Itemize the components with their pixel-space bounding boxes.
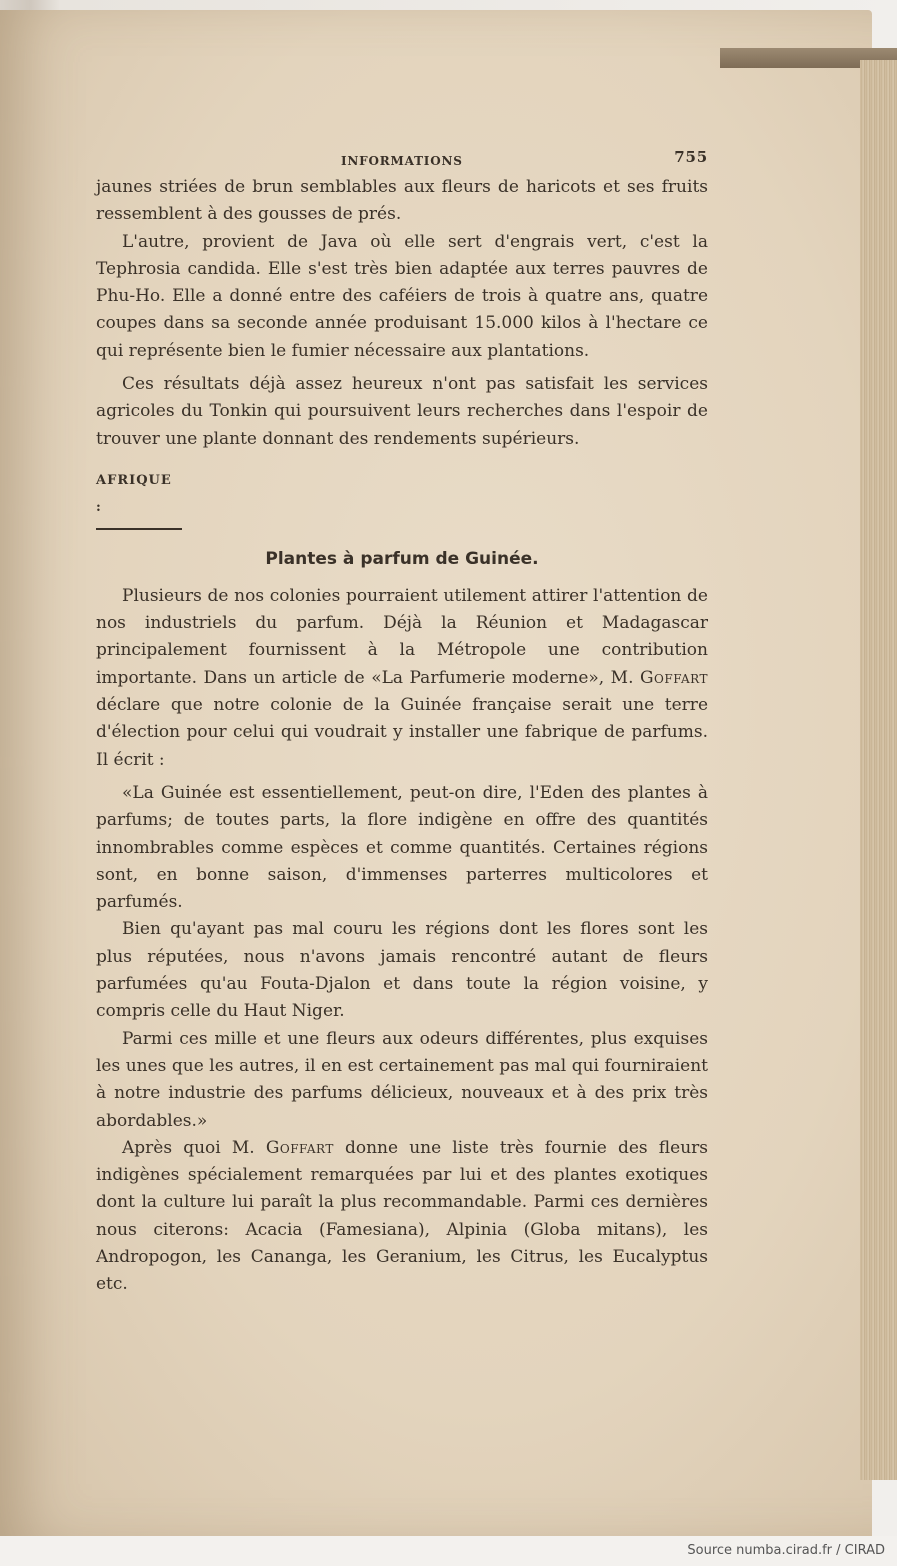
page-text: [96, 140, 708, 1299]
quote-paragraph-2: Bien qu'ayant pas mal couru les régions dont les flores sont les plus réputées, nous n'avons jamais rencontré autant de fleurs parfumées qu'au Fouta-Djalon et dans toute la région voisine, y compris celle du Haut Niger.: [96, 919, 708, 1022]
paragraph-tephrosia: L'autre, provient de Java où elle sert d'engrais vert, c'est la Tephrosia candida. Elle s'est très bien adaptée aux terres pauvres de Phu-Ho. Elle a donné entre des caféiers de trois à quatre ans, quatre coupes dans sa seconde année produisant 15.000 kilos à l'hectare ce qui représente bien le fumier nécessaire aux plantations.: [96, 231, 708, 361]
running-header: [96, 140, 708, 174]
final-text-after: donne une liste très fournie des fleurs indigènes spécialement remarquées par lui et des plantes exotiques dont la culture lui paraît la plus recommandable. Parmi ces dernières nous citerons: Acacia (Famesiana), Alpinia (Globa mitans), les Andropogon, les Cananga, les Geranium, les Citrus, les Eucalyptus etc.: [96, 1137, 708, 1295]
author-name-2: Goffart: [265, 1137, 334, 1158]
page-stack-edge: [860, 60, 897, 1480]
section-label: AFRIQUE :: [96, 467, 182, 530]
final-text-before: Après quoi M.: [122, 1137, 266, 1158]
article-title: Plantes à parfum de Guinée.: [265, 548, 539, 569]
quote-paragraph-3: Parmi ces mille et une fleurs aux odeurs différentes, plus exquises les unes que les autres, il en est certainement pas mal qui fourniraient à notre industrie des parfums délicieux, nouveaux et à des prix très abordables.»: [96, 1028, 708, 1131]
intro-text-after: déclare que notre colonie de la Guinée française serait une terre d'élection pour celui qui voudrait y installer une fabrique de parfums. Il écrit :: [96, 695, 708, 770]
paragraph-continued: jaunes striées de brun semblables aux fleurs de haricots et ses fruits ressemblent à des gousses de prés.: [96, 177, 708, 225]
paragraph-final: [96, 1135, 708, 1299]
page-number: 755: [674, 148, 708, 166]
quote-paragraph-1: «La Guinée est essentiellement, peut-on dire, l'Eden des plantes à parfums; de toutes parts, la flore indigène en offre des quantités innombrables comme espèces et comme quantités. Certaines régions sont, en bonne saison, d'immenses parterres multicolores et parfumés.: [96, 782, 708, 913]
paragraph-intro: [96, 583, 708, 774]
source-credit: Source numba.cirad.fr / CIRAD: [687, 1543, 885, 1558]
intro-text-before: Plusieurs de nos colonies pourraient utilement attirer l'attention de nos industriels du parfum. Déjà la Réunion et Madagascar principalement fournissent à la Métropole une contribution importante. Dans un article de «La Parfumerie moderne», M.: [96, 585, 708, 688]
paragraph-results: Ces résultats déjà assez heureux n'ont pas satisfait les services agricoles du Tonkin qui poursuivent leurs recherches dans l'espoir de trouver une plante donnant des rendements supérieurs.: [96, 374, 708, 449]
author-name: Goffart: [639, 667, 708, 688]
running-title: INFORMATIONS: [341, 154, 463, 168]
